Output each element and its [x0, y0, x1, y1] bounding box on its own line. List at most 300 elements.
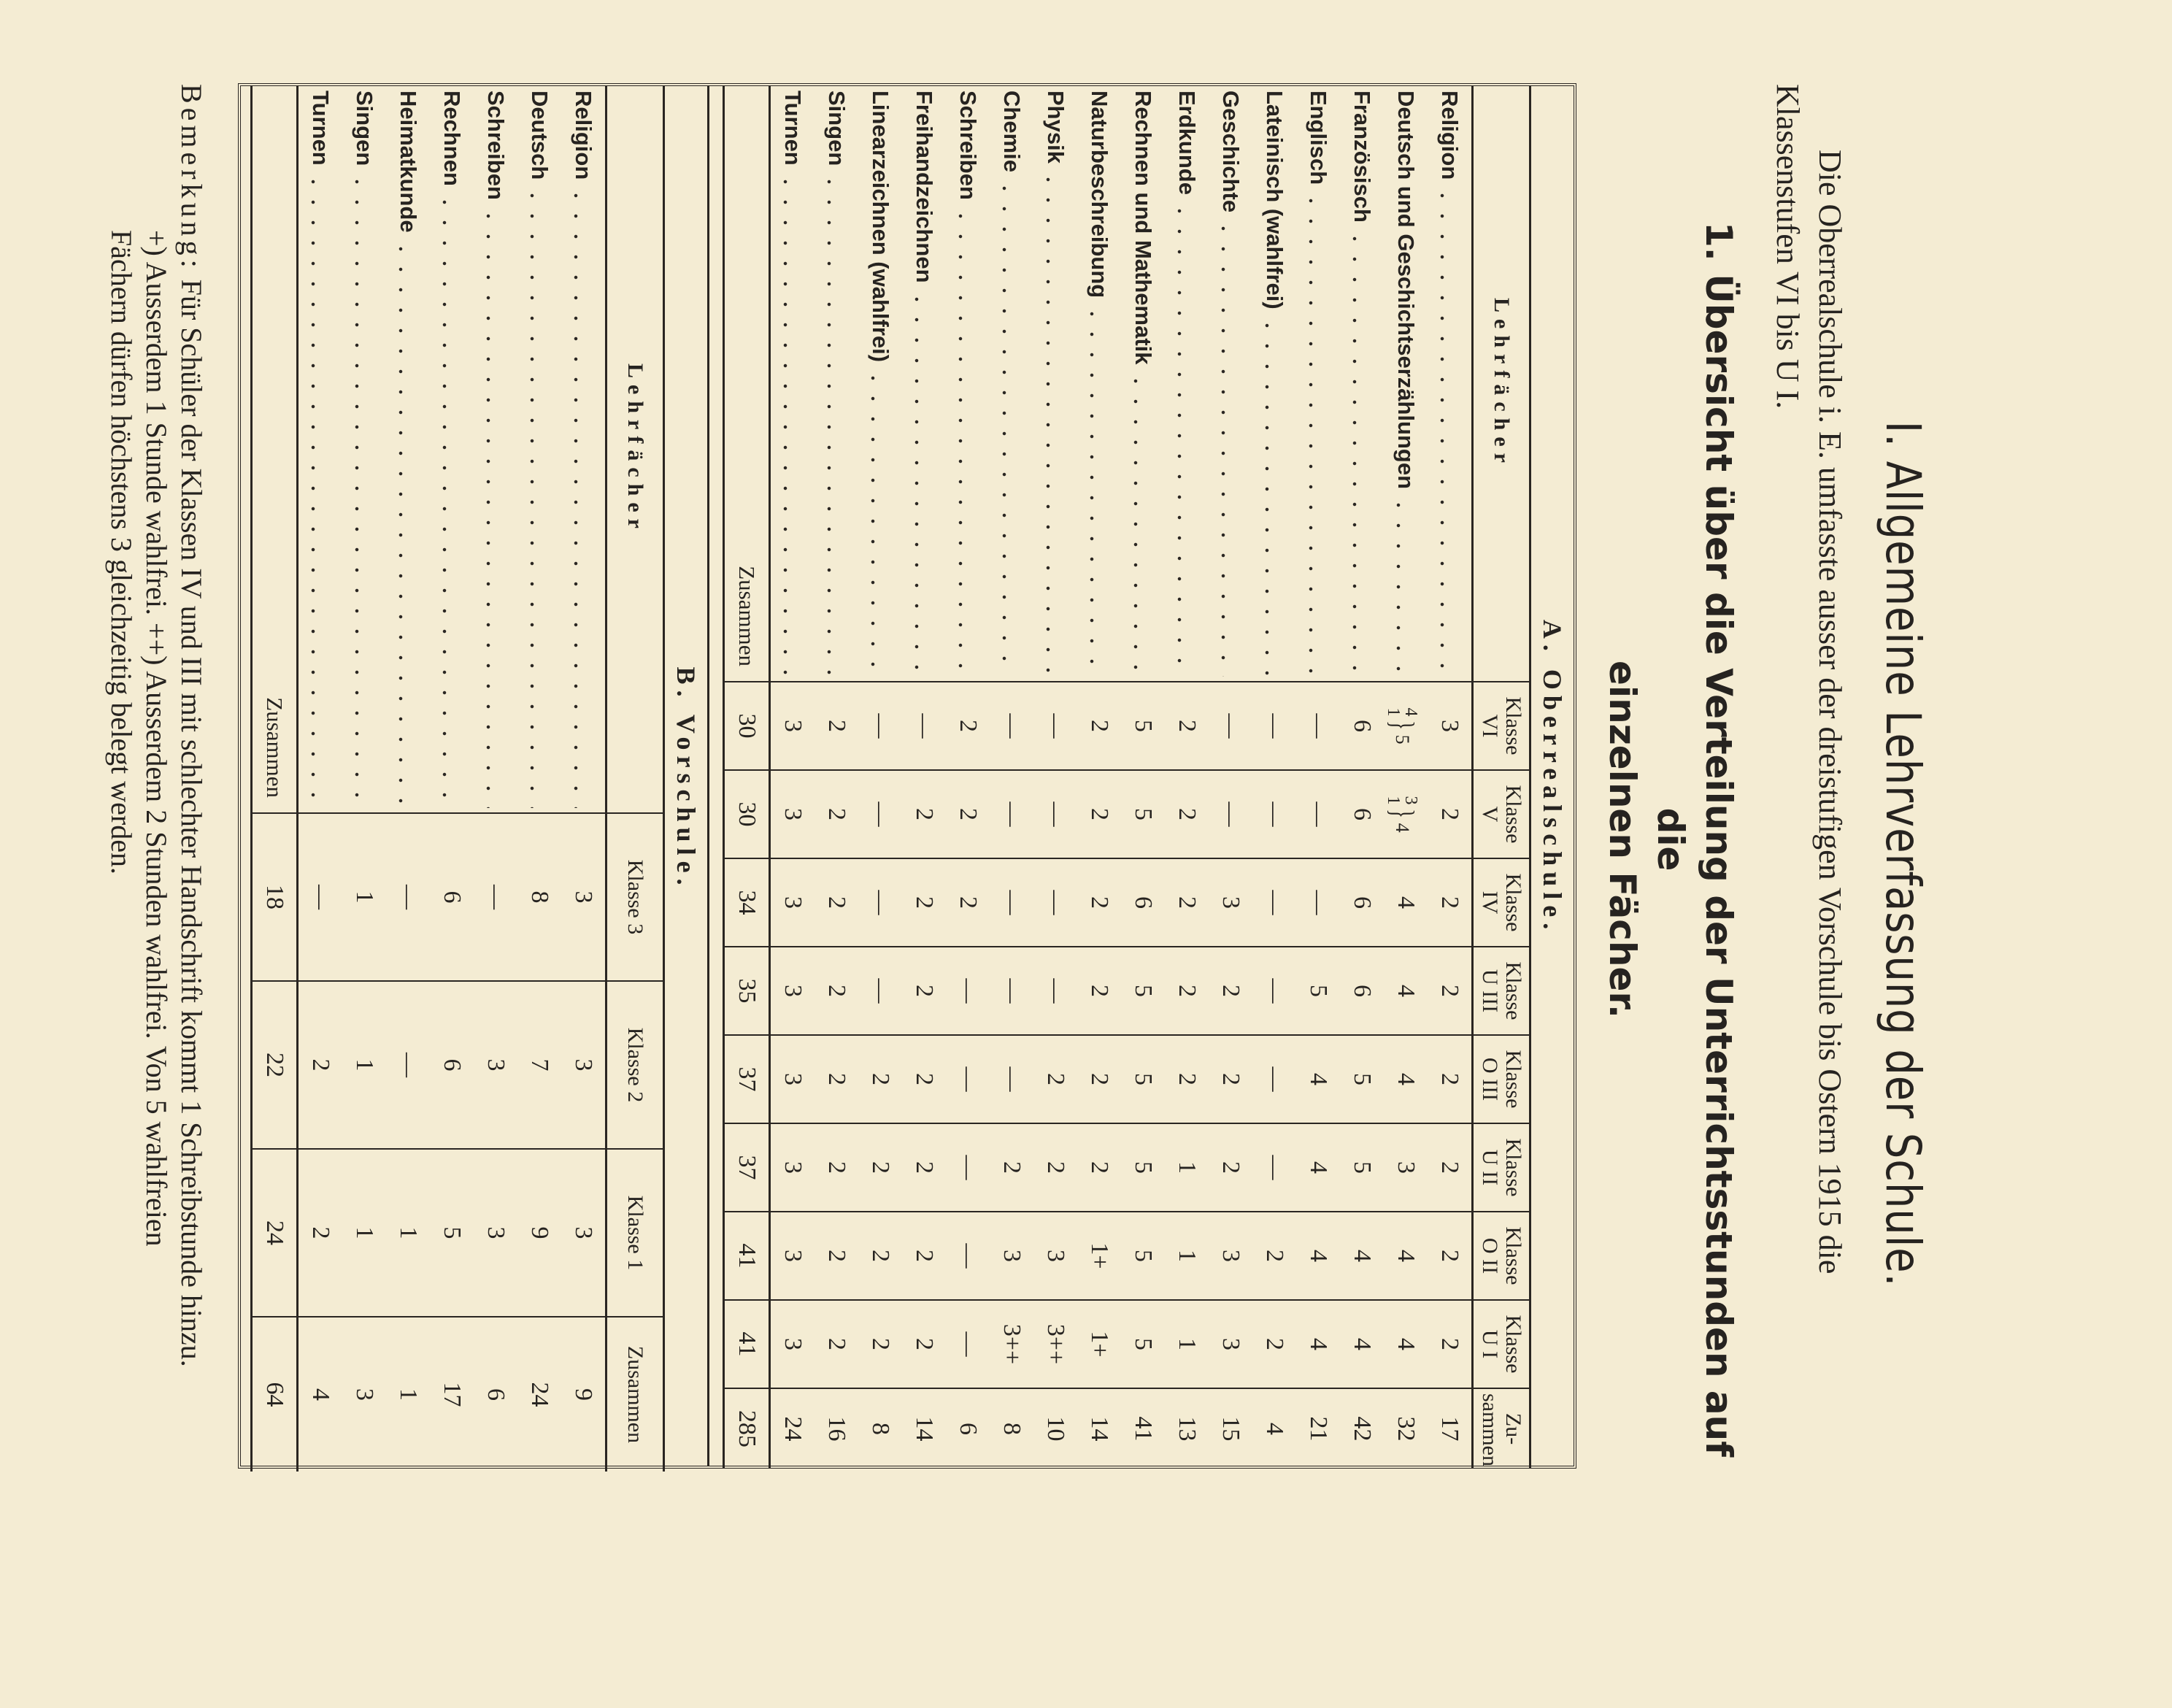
lesson-distribution-table — [238, 83, 1576, 1469]
hours-cell: 2 — [1077, 682, 1121, 770]
table-row — [1252, 86, 1296, 1469]
section-divider — [707, 86, 723, 1466]
hours-cell: 8 — [517, 813, 561, 981]
hours-cell — [1384, 770, 1428, 858]
hours-cell: — — [1209, 770, 1252, 858]
hours-cell: — — [858, 947, 902, 1035]
hours-cell: — — [990, 1035, 1033, 1123]
hours-cell: — — [902, 682, 946, 770]
column-header — [1473, 1212, 1530, 1300]
dot-leader — [912, 289, 936, 677]
dot-leader — [1043, 169, 1068, 677]
hours-cell: 2 — [1033, 1123, 1077, 1212]
dot-leader — [1306, 191, 1330, 677]
dot-leader — [868, 368, 893, 677]
hours-cell: 3 — [561, 981, 606, 1149]
subject-cell — [1033, 86, 1077, 682]
subject-leader — [1217, 91, 1244, 677]
table-row — [517, 86, 561, 1472]
hours-cell: 1 — [342, 813, 386, 981]
hours-cell: 4 — [1384, 947, 1428, 1035]
table-row — [342, 86, 386, 1472]
subject-leader — [823, 91, 850, 677]
hours-cell: 24 — [770, 1388, 815, 1469]
hours-cell: 9 — [517, 1149, 561, 1317]
remark — [104, 84, 209, 1602]
subject-name: Religion — [571, 91, 596, 180]
hours-cell: 4 — [1384, 1300, 1428, 1388]
hours-part: 3 — [1401, 796, 1420, 805]
hours-cell: — — [990, 947, 1033, 1035]
hours-cell: 15 — [1209, 1388, 1252, 1469]
column-header — [1473, 947, 1530, 1035]
remark-line-2: +) Ausserdem 1 Stunde wahlfrei. ++) Ausserdem 2 Stunden wahlfrei. Von 5 wahlfreien — [140, 230, 173, 1247]
column-header-bottom: sammen — [1478, 1393, 1502, 1466]
subject-column-header: Lehrfächer — [1473, 86, 1530, 682]
hours-cell: — — [1252, 770, 1296, 858]
subject-leader — [1436, 91, 1463, 677]
hours-cell: — — [386, 813, 430, 981]
hours-cell: 16 — [814, 1388, 858, 1469]
subject-leader — [867, 91, 893, 677]
hours-cell: 2 — [1165, 947, 1209, 1035]
subject-name: Heimatkunde — [396, 91, 421, 233]
subject-leader — [526, 91, 552, 808]
hours-cell: 3 — [561, 1149, 606, 1317]
dot-leader — [527, 185, 552, 808]
hours-cell: 2 — [1428, 1300, 1473, 1388]
table-row — [1033, 86, 1077, 1469]
total-cell: 37 — [724, 1035, 770, 1123]
hours-cell: 3 — [770, 947, 815, 1035]
hours-cell: 14 — [1077, 1388, 1121, 1469]
hours-cell: 2 — [1209, 1035, 1252, 1123]
table-row — [1384, 86, 1428, 1469]
hours-cell: 1+ — [1077, 1300, 1121, 1388]
hours-cell: 8 — [858, 1388, 902, 1469]
column-header — [1473, 1300, 1530, 1388]
hours-cell: 2 — [946, 858, 990, 947]
subject-leader — [1349, 91, 1375, 677]
column-header-top: Klasse — [1501, 1050, 1525, 1109]
hours-cell: 2 — [1077, 770, 1121, 858]
hours-cell — [1384, 682, 1428, 770]
table-row — [1209, 86, 1252, 1469]
hours-cell: — — [386, 981, 430, 1149]
subject-name: Naturbeschreibung — [1087, 91, 1112, 299]
table-row — [1296, 86, 1340, 1469]
hours-cell: 3 — [1033, 1212, 1077, 1300]
subject-leader — [1174, 91, 1200, 677]
hours-cell: 6 — [474, 1317, 517, 1472]
hours-cell: — — [1252, 858, 1296, 947]
subject-name: Erdkunde — [1174, 91, 1200, 195]
total-cell: 24 — [252, 1149, 298, 1317]
table-row — [946, 86, 990, 1469]
subject-name: Turnen — [780, 91, 806, 166]
hours-cell: 2 — [1428, 770, 1473, 858]
subject-name: Freihandzeichnen — [912, 91, 937, 283]
intro-line-1: Die Oberrealschule i. E. umfasste ausser der dreistufigen Vorschule bis Ostern 1915 die — [1812, 150, 1848, 1274]
subject-cell — [1340, 86, 1384, 682]
dot-leader — [439, 192, 464, 808]
hours-cell: — — [1252, 682, 1296, 770]
hours-part: 1 — [1384, 707, 1403, 717]
subject-cell — [1252, 86, 1296, 682]
hours-cell: 2 — [1252, 1300, 1296, 1388]
subject-leader — [439, 91, 465, 808]
hours-cell: 2 — [858, 1035, 902, 1123]
subject-leader — [1042, 91, 1068, 677]
total-cell: 18 — [252, 813, 298, 981]
hours-cell: 2 — [858, 1212, 902, 1300]
dot-leader — [483, 206, 508, 808]
hours-cell: — — [946, 1212, 990, 1300]
hours-cell: 4 — [1296, 1300, 1340, 1388]
hours-cell: 14 — [902, 1388, 946, 1469]
table-row — [298, 86, 343, 1472]
remark-line-1 — [174, 84, 209, 1602]
hours-cell: 3 — [770, 682, 815, 770]
column-header-bottom: U II — [1478, 1149, 1502, 1186]
hours-cell: 5 — [1121, 770, 1165, 858]
hours-cell: — — [1296, 770, 1340, 858]
dot-leader — [1131, 371, 1155, 677]
subject-cell — [1428, 86, 1473, 682]
hours-cell: — — [858, 858, 902, 947]
hours-cell: 4 — [1384, 1035, 1428, 1123]
subject-cell — [1209, 86, 1252, 682]
column-header-bottom: IV — [1478, 890, 1502, 915]
subject-leader — [395, 91, 421, 808]
hours-cell: 1 — [1165, 1300, 1209, 1388]
hours-cell: 3++ — [1033, 1300, 1077, 1388]
oberrealschule-header-row — [1473, 86, 1530, 1469]
subject-leader — [955, 91, 981, 677]
hours-cell: 3 — [770, 1035, 815, 1123]
hours-cell: 5 — [1296, 947, 1340, 1035]
hours-cell: 13 — [1165, 1388, 1209, 1469]
dot-leader — [1393, 495, 1418, 677]
hours-cell: 2 — [1077, 1123, 1121, 1212]
subject-name: Turnen — [308, 91, 334, 166]
table-row — [474, 86, 517, 1472]
column-header — [1473, 770, 1530, 858]
subject-leader — [779, 91, 806, 677]
subject-name: Lateinisch (wahlfrei) — [1262, 91, 1287, 309]
subject-leader — [1086, 91, 1112, 677]
table-row — [430, 86, 474, 1472]
hours-cell: 3 — [770, 770, 815, 858]
subject-name: Englisch — [1306, 91, 1331, 185]
hours-cell: 2 — [814, 1300, 858, 1388]
subject-cell — [1296, 86, 1340, 682]
hours-cell: — — [946, 1300, 990, 1388]
hours-cell: 2 — [1077, 947, 1121, 1035]
remark-text: Für Schüler der Klassen IV und III mit schlechter Handschrift kommt 1 Schreibstunde hinzu. — [175, 279, 208, 1367]
column-header-bottom: U I — [1478, 1329, 1502, 1359]
hours-cell: 2 — [1428, 1123, 1473, 1212]
column-header-top: Klasse — [1501, 1315, 1525, 1374]
hours-cell: — — [990, 682, 1033, 770]
hours-part: 4 — [1401, 707, 1420, 717]
column-header-top: Klasse — [1501, 873, 1525, 932]
subject-leader — [1305, 91, 1331, 677]
hours-cell: 6 — [430, 981, 474, 1149]
table-row — [770, 86, 815, 1469]
hours-cell: 4 — [1252, 1388, 1296, 1469]
total-cell: 34 — [724, 858, 770, 947]
hours-cell: 2 — [902, 770, 946, 858]
total-cell: 41 — [724, 1300, 770, 1388]
hours-cell: 32 — [1384, 1388, 1428, 1469]
subject-leader — [998, 91, 1025, 677]
hours-cell: 3++ — [990, 1300, 1033, 1388]
subject-name: Singen — [824, 91, 850, 166]
hours-cell: 2 — [1165, 1035, 1209, 1123]
subject-name: Religion — [1437, 91, 1463, 180]
table-row — [561, 86, 606, 1472]
column-header — [1473, 1388, 1530, 1469]
subject-leader — [1130, 91, 1156, 677]
hours-cell: 5 — [1121, 1300, 1165, 1388]
hours-cell: 41 — [1121, 1388, 1165, 1469]
table-row — [858, 86, 902, 1469]
hours-cell: — — [1252, 1035, 1296, 1123]
vorschule-section-title: B. Vorschule. — [671, 666, 701, 891]
subject-name: Deutsch und Geschichtserzählungen — [1393, 91, 1419, 490]
subject-leader — [570, 91, 596, 808]
dot-leader — [571, 185, 596, 808]
hours-cell: 2 — [1033, 1035, 1077, 1123]
hours-cell: 4 — [298, 1317, 343, 1472]
total-label: Zusammen — [252, 86, 298, 813]
hours-cell: — — [990, 770, 1033, 858]
brace-glyph: } — [1385, 720, 1420, 731]
dot-leader — [824, 172, 849, 677]
subject-name: Schreiben — [483, 91, 509, 200]
hours-cell: — — [946, 1035, 990, 1123]
hours-cell: 6 — [430, 813, 474, 981]
hours-cell: 4 — [1384, 858, 1428, 947]
hours-cell: 3 — [770, 1300, 815, 1388]
subject-cell — [474, 86, 517, 813]
hours-cell: 5 — [1121, 682, 1165, 770]
column-header-bottom: O II — [1478, 1237, 1502, 1274]
hours-cell: — — [990, 858, 1033, 947]
hours-sum: 4 — [1392, 823, 1413, 833]
hours-cell: 2 — [814, 1035, 858, 1123]
hours-cell: 1 — [386, 1149, 430, 1317]
dot-leader — [999, 178, 1024, 677]
hours-cell: 5 — [430, 1149, 474, 1317]
subject-cell — [858, 86, 902, 682]
column-header-top: Klasse — [1501, 961, 1525, 1020]
hours-cell: 4 — [1296, 1035, 1340, 1123]
column-header — [1473, 1035, 1530, 1123]
hours-cell: 2 — [1165, 770, 1209, 858]
hours-cell: — — [1296, 858, 1340, 947]
total-cell: 41 — [724, 1212, 770, 1300]
subject-cell — [814, 86, 858, 682]
hours-cell: 4 — [1340, 1300, 1384, 1388]
vorschule-table — [250, 86, 707, 1472]
column-header-top: Klasse — [1501, 785, 1525, 844]
subject-name: Schreiben — [955, 91, 981, 200]
hours-cell: 2 — [858, 1300, 902, 1388]
bracketed-hours — [1385, 796, 1420, 832]
hours-cell: 2 — [990, 1123, 1033, 1212]
hours-cell: 2 — [1428, 947, 1473, 1035]
hours-cell: 5 — [1121, 1212, 1165, 1300]
hours-cell: 2 — [1428, 858, 1473, 947]
hours-cell: 1 — [342, 981, 386, 1149]
column-header — [1473, 1123, 1530, 1212]
hours-cell: 2 — [902, 1212, 946, 1300]
column-header-top: Klasse — [1501, 1226, 1525, 1285]
subject-name: Chemie — [999, 91, 1025, 172]
hours-cell: 3 — [474, 981, 517, 1149]
hours-cell: 6 — [946, 1388, 990, 1469]
hours-cell: 3 — [1209, 858, 1252, 947]
oberrealschule-table — [723, 86, 1574, 1469]
section-subtitle — [1598, 219, 1743, 1460]
hours-cell: — — [1033, 770, 1077, 858]
column-header — [1473, 858, 1530, 947]
chapter-heading: I. Allgemeine Lehrverfassung der Schule. — [1875, 420, 1931, 1288]
hours-cell: 2 — [1165, 858, 1209, 947]
hours-part: 1 — [1384, 796, 1403, 805]
hours-cell: 2 — [902, 1035, 946, 1123]
hours-cell: 2 — [298, 1149, 343, 1317]
hours-cell: 2 — [1428, 1035, 1473, 1123]
subject-leader — [911, 91, 937, 677]
column-header-top: Klasse — [1501, 1138, 1525, 1197]
subject-name: Singen — [352, 91, 377, 166]
hours-cell: 6 — [1340, 947, 1384, 1035]
hours-cell: — — [474, 813, 517, 981]
total-label: Zusammen — [724, 86, 770, 682]
subject-cell — [1384, 86, 1428, 682]
hours-cell: 2 — [902, 1123, 946, 1212]
column-header — [1473, 682, 1530, 770]
hours-cell: 17 — [1428, 1388, 1473, 1469]
dot-leader — [1437, 185, 1462, 677]
hours-cell: 6 — [1340, 770, 1384, 858]
hours-cell: 3 — [1384, 1123, 1428, 1212]
hours-cell: — — [858, 770, 902, 858]
hours-cell: 1 — [1165, 1123, 1209, 1212]
hours-cell: 5 — [1121, 947, 1165, 1035]
hours-cell: 8 — [990, 1388, 1033, 1469]
column-header-top: Klasse — [1501, 696, 1525, 755]
bracketed-hours — [1385, 707, 1420, 744]
total-cell: 22 — [252, 981, 298, 1149]
hours-sum: 5 — [1392, 734, 1413, 745]
column-header-top: Zu- — [1501, 1412, 1525, 1445]
hours-cell: 2 — [298, 981, 343, 1149]
subject-leader — [307, 91, 334, 808]
intro-paragraph — [1766, 84, 1851, 1602]
hours-cell: — — [1033, 858, 1077, 947]
subject-name: Rechnen — [439, 91, 465, 186]
subject-name: Deutsch — [527, 91, 552, 180]
column-header-bottom: U III — [1478, 969, 1502, 1013]
table-row — [1121, 86, 1165, 1469]
hours-stack — [1385, 707, 1420, 716]
hours-cell: 3 — [342, 1317, 386, 1472]
subject-leader — [482, 91, 509, 808]
intro-line-2: Klassenstufen VI bis U I. — [1770, 84, 1806, 409]
total-cell: 35 — [724, 947, 770, 1035]
table-row — [814, 86, 858, 1469]
hours-cell: 7 — [517, 981, 561, 1149]
table-row — [1428, 86, 1473, 1469]
hours-cell: 1+ — [1077, 1212, 1121, 1300]
dot-leader — [308, 172, 333, 808]
hours-cell: 4 — [1296, 1212, 1340, 1300]
subject-cell — [430, 86, 474, 813]
hours-cell: 3 — [770, 858, 815, 947]
hours-cell: 2 — [946, 682, 990, 770]
hours-cell: 2 — [814, 682, 858, 770]
hours-cell: — — [858, 682, 902, 770]
hours-cell: 2 — [814, 1212, 858, 1300]
subject-name: Linearzeichnen (wahlfrei) — [868, 91, 893, 363]
subject-cell — [946, 86, 990, 682]
hours-cell: — — [298, 813, 343, 981]
table-row — [902, 86, 946, 1469]
column-header-bottom: VI — [1478, 714, 1502, 738]
hours-cell: 4 — [1340, 1212, 1384, 1300]
total-row — [252, 86, 298, 1472]
subject-cell — [1165, 86, 1209, 682]
column-header: Klasse 3 — [606, 813, 664, 981]
subject-cell — [298, 86, 343, 813]
hours-cell: 6 — [1121, 858, 1165, 947]
hours-cell: — — [1209, 682, 1252, 770]
hours-cell: — — [1033, 682, 1077, 770]
hours-cell: 3 — [770, 1212, 815, 1300]
hours-cell: 2 — [1252, 1212, 1296, 1300]
hours-cell: — — [1033, 947, 1077, 1035]
hours-cell: 2 — [1209, 947, 1252, 1035]
dot-leader — [396, 239, 420, 808]
hours-cell: 2 — [946, 770, 990, 858]
dot-leader — [955, 206, 980, 677]
subject-leader — [1393, 91, 1419, 677]
hours-cell: 3 — [561, 813, 606, 981]
hours-cell: 10 — [1033, 1388, 1077, 1469]
total-row — [724, 86, 770, 1469]
table-row — [990, 86, 1033, 1469]
subject-cell — [990, 86, 1033, 682]
dot-leader — [352, 172, 377, 808]
table-row — [386, 86, 430, 1472]
hours-cell: 4 — [1296, 1123, 1340, 1212]
hours-cell: 3 — [1209, 1212, 1252, 1300]
table-row — [1165, 86, 1209, 1469]
hours-cell: 2 — [814, 858, 858, 947]
subject-leader — [351, 91, 377, 808]
subject-name: Geschichte — [1218, 91, 1244, 213]
hours-cell: 2 — [902, 858, 946, 947]
hours-cell: 24 — [517, 1317, 561, 1472]
subject-cell — [902, 86, 946, 682]
hours-cell: 5 — [1340, 1123, 1384, 1212]
remark-label: Bemerkung: — [175, 84, 208, 272]
hours-cell: 5 — [1340, 1035, 1384, 1123]
